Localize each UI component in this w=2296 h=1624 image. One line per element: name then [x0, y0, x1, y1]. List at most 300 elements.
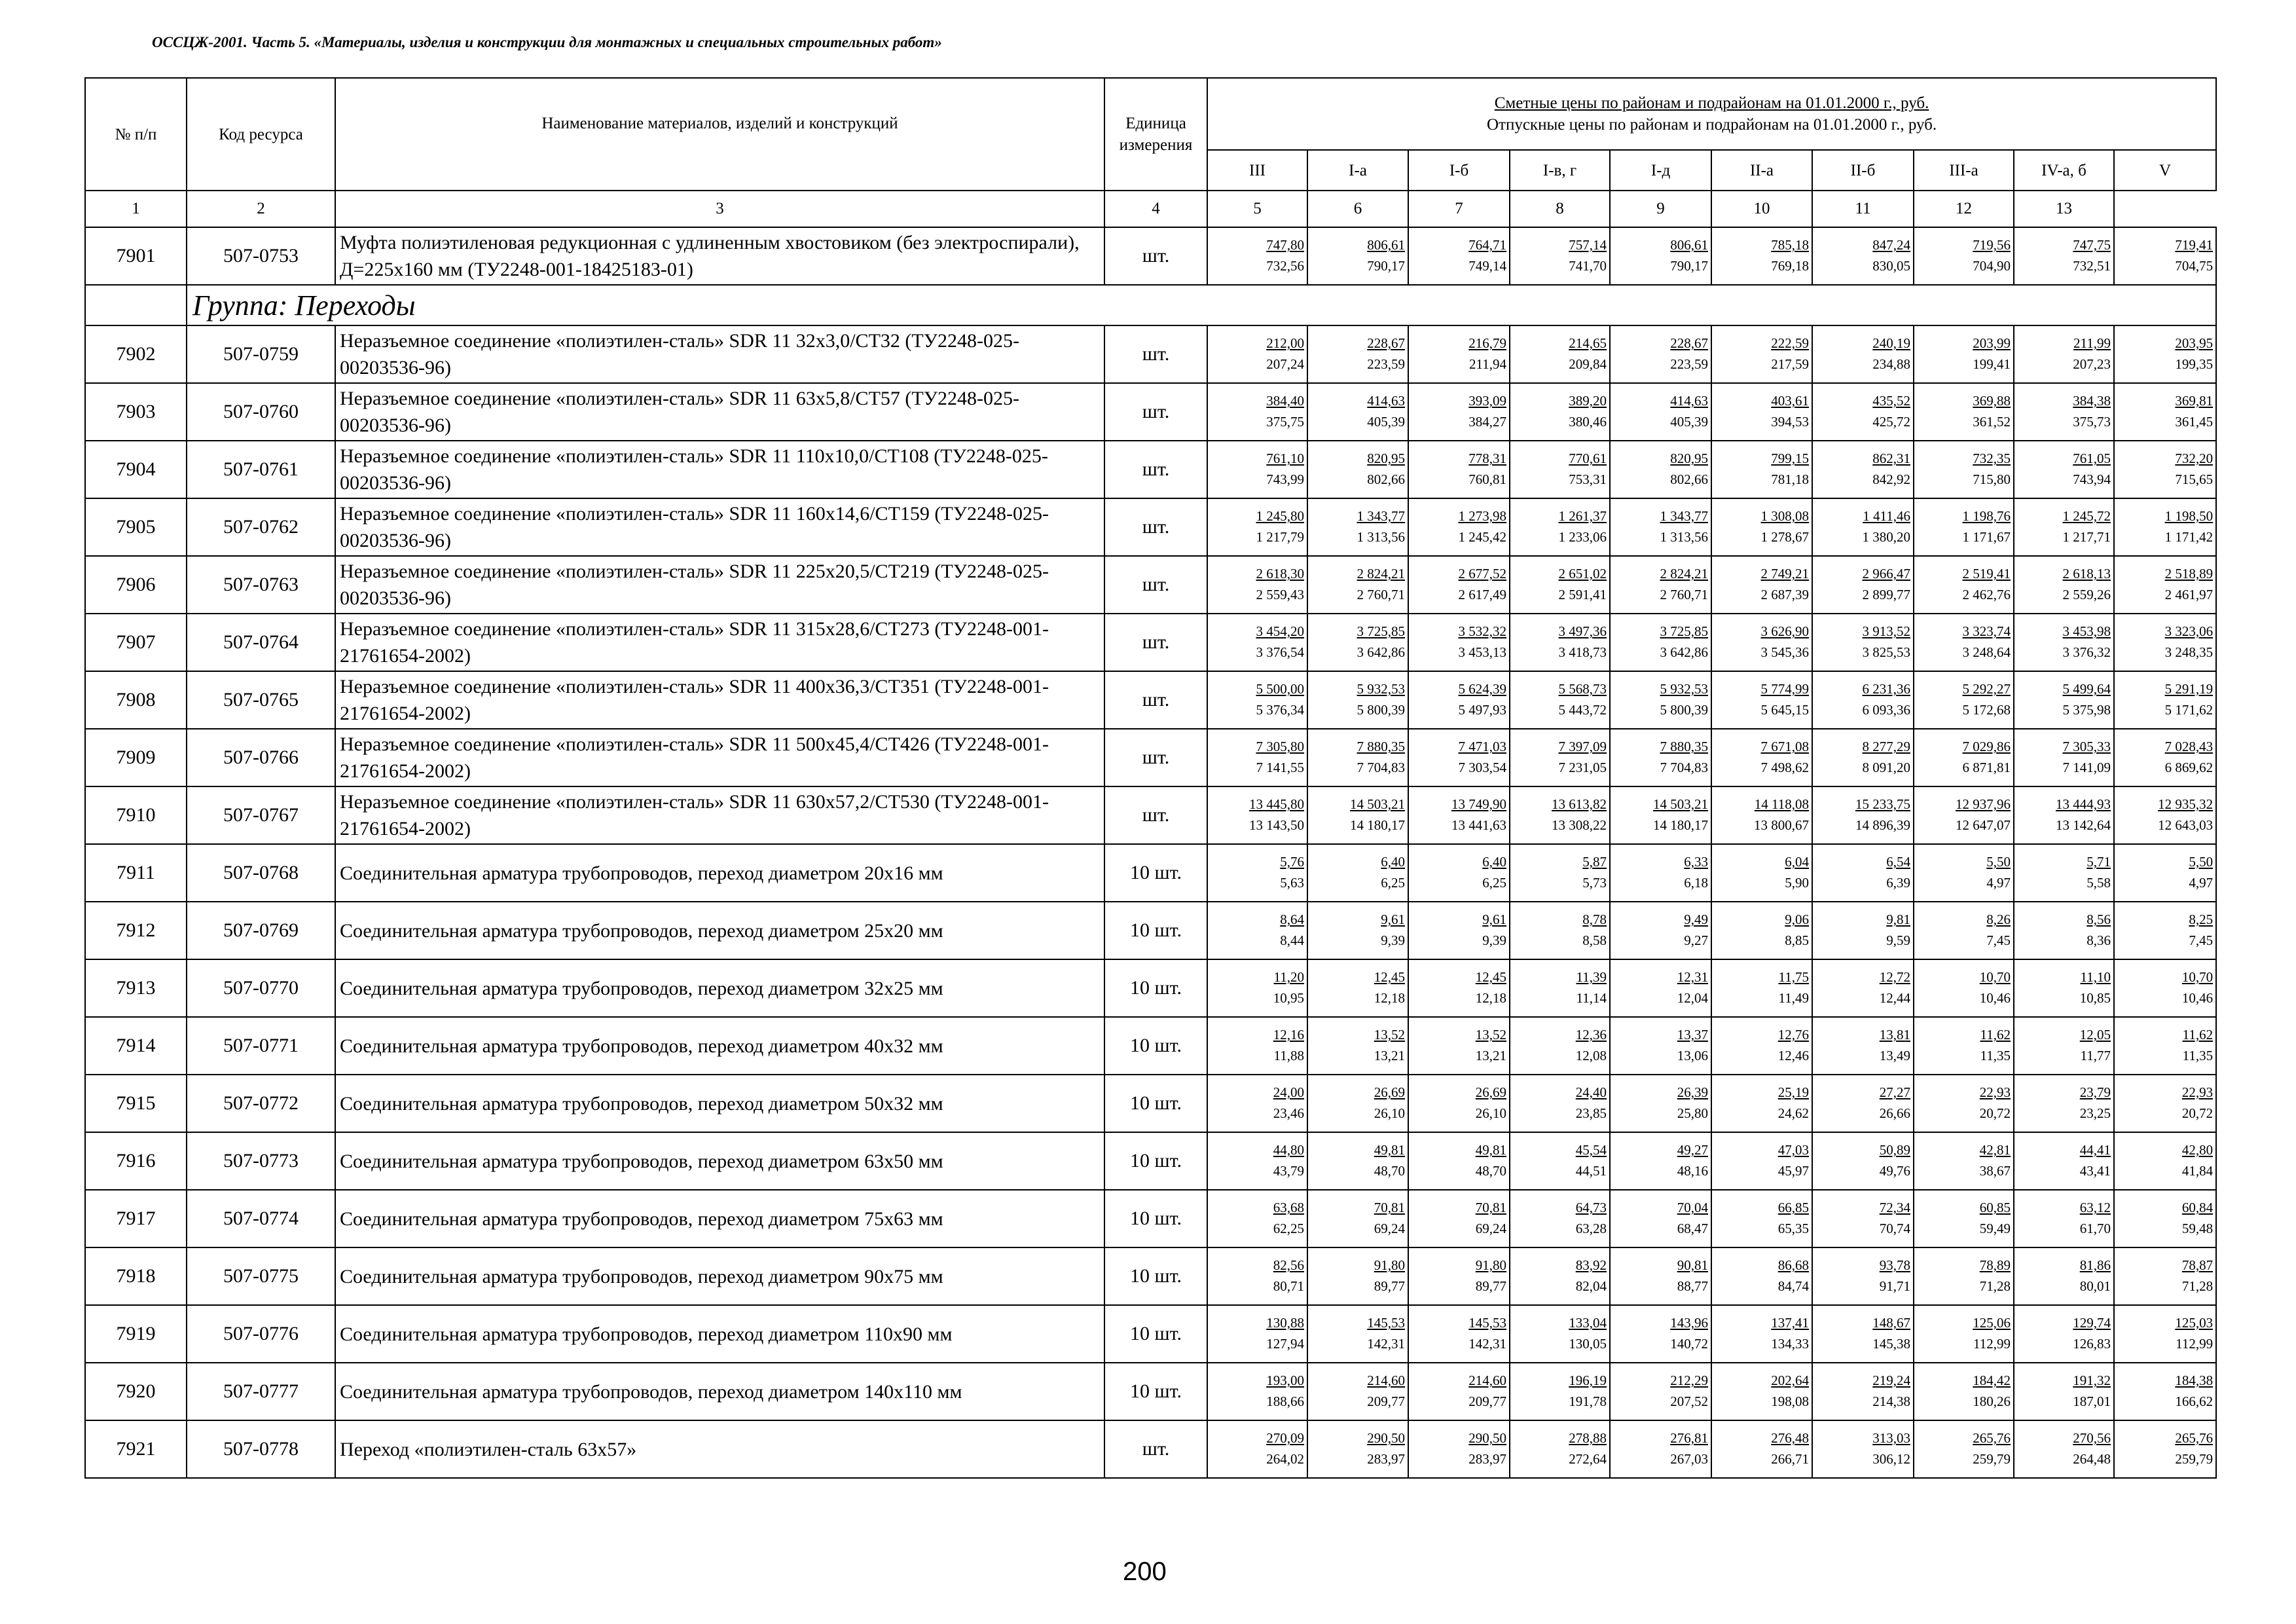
release-price: 715,80	[1973, 471, 2011, 487]
release-price: 2 461,97	[2164, 587, 2214, 602]
price-cell	[1510, 556, 1610, 614]
release-price: 80,71	[1273, 1278, 1304, 1294]
estimate-price: 290,50	[1468, 1430, 1506, 1446]
release-price: 11,77	[2080, 1048, 2111, 1063]
table-row	[85, 227, 2216, 285]
resource-code: 507-0771	[187, 1017, 335, 1075]
table-row	[85, 1363, 2216, 1420]
column-number: 9	[1610, 191, 1711, 227]
release-price: 207,23	[2073, 356, 2111, 372]
group-spacer	[85, 285, 187, 325]
release-price: 88,77	[1677, 1278, 1708, 1294]
unit: шт.	[1104, 556, 1207, 614]
release-price: 361,45	[2175, 414, 2214, 430]
release-price: 13,21	[1475, 1048, 1506, 1063]
release-price: 7,45	[2189, 932, 2214, 948]
price-cell	[2114, 959, 2216, 1017]
release-price: 6,25	[1381, 875, 1405, 891]
estimate-price: 1 198,50	[2164, 508, 2214, 524]
estimate-price: 12,45	[1374, 969, 1405, 985]
price-cell	[1914, 1247, 2014, 1305]
estimate-price: 276,81	[1670, 1430, 1708, 1446]
price-cell	[1711, 729, 1812, 786]
region-header: I-д	[1610, 150, 1711, 191]
release-price: 12,18	[1475, 990, 1506, 1006]
estimate-price: 278,88	[1569, 1430, 1607, 1446]
estimate-price: 2 966,47	[1862, 566, 1910, 581]
row-number: 7919	[85, 1305, 187, 1363]
release-price: 14 180,17	[1653, 817, 1708, 833]
price-cell	[1812, 1363, 1914, 1420]
estimate-price: 1 245,72	[2062, 508, 2111, 524]
release-price: 112,99	[1973, 1336, 2011, 1352]
estimate-price: 49,81	[1475, 1142, 1506, 1158]
price-cell	[1307, 844, 1408, 902]
release-price: 13 143,50	[1249, 817, 1304, 833]
release-price: 1 217,79	[1256, 529, 1304, 545]
release-price: 2 760,71	[1357, 587, 1405, 602]
estimate-price: 86,68	[1777, 1257, 1809, 1273]
release-price: 10,95	[1273, 990, 1304, 1006]
unit: 10 шт.	[1104, 844, 1207, 902]
table-row	[85, 556, 2216, 614]
column-number: 8	[1510, 191, 1610, 227]
estimate-price: 3 323,06	[2164, 623, 2214, 639]
release-price: 188,66	[1266, 1393, 1304, 1409]
price-cell	[1914, 325, 2014, 383]
price-cell	[1307, 786, 1408, 844]
unit: 10 шт.	[1104, 1247, 1207, 1305]
estimate-price: 403,61	[1771, 393, 1809, 409]
price-cell	[1812, 1132, 1914, 1190]
estimate-price: 7 305,33	[2062, 739, 2111, 754]
release-price: 3 376,32	[2062, 644, 2111, 660]
price-cell	[2014, 902, 2114, 959]
price-cell	[1207, 1075, 1307, 1132]
release-price: 187,01	[2073, 1393, 2111, 1409]
release-price: 8 091,20	[1862, 760, 1910, 775]
release-price: 14 896,39	[1855, 817, 1910, 833]
estimate-price: 93,78	[1879, 1257, 1910, 1273]
release-price: 13 308,22	[1552, 817, 1607, 833]
release-price: 82,04	[1575, 1278, 1607, 1294]
release-price: 217,59	[1771, 356, 1809, 372]
header-unit: Единица измерения	[1104, 78, 1207, 191]
release-price: 5 376,34	[1256, 702, 1304, 718]
estimate-price: 265,76	[2175, 1430, 2214, 1446]
estimate-price: 214,65	[1569, 335, 1607, 351]
price-cell	[1610, 729, 1711, 786]
estimate-price: 414,63	[1670, 393, 1708, 409]
estimate-price: 219,24	[1872, 1373, 1910, 1388]
price-cell	[1812, 1017, 1914, 1075]
price-cell	[1914, 498, 2014, 556]
table-row	[85, 671, 2216, 729]
price-cell	[1812, 671, 1914, 729]
estimate-price: 770,61	[1569, 451, 1607, 466]
region-header: V	[2114, 150, 2216, 191]
estimate-price: 7 029,86	[1962, 739, 2011, 754]
price-cell	[1408, 786, 1510, 844]
release-price: 715,65	[2175, 471, 2214, 487]
unit: шт.	[1104, 498, 1207, 556]
release-price: 3 642,86	[1660, 644, 1708, 660]
price-cell	[1914, 1420, 2014, 1478]
release-price: 5 443,72	[1558, 702, 1607, 718]
table-row	[85, 1075, 2216, 1132]
estimate-price: 13 444,93	[2056, 796, 2111, 812]
unit: 10 шт.	[1104, 1075, 1207, 1132]
price-cell	[1510, 1132, 1610, 1190]
price-cell	[1812, 1420, 1914, 1478]
release-price: 89,77	[1475, 1278, 1506, 1294]
price-cell	[1408, 1420, 1510, 1478]
price-cell	[1914, 1190, 2014, 1247]
header-num: № п/п	[85, 78, 187, 191]
price-cell	[1914, 902, 2014, 959]
region-header: I-а	[1307, 150, 1408, 191]
price-cell	[1510, 786, 1610, 844]
price-cell	[1812, 844, 1914, 902]
estimate-price: 8,56	[2086, 912, 2111, 927]
release-price: 142,31	[1468, 1336, 1506, 1352]
release-price: 425,72	[1872, 414, 1910, 430]
unit: 10 шт.	[1104, 1132, 1207, 1190]
release-price: 20,72	[1979, 1105, 2011, 1121]
release-price: 1 380,20	[1862, 529, 1910, 545]
price-cell	[2014, 614, 2114, 671]
release-price: 741,70	[1569, 258, 1607, 274]
estimate-price: 1 273,98	[1458, 508, 1506, 524]
item-name: Соединительная арматура трубопроводов, переход диаметром 75х63 мм	[335, 1190, 1104, 1247]
resource-code: 507-0763	[187, 556, 335, 614]
row-number: 7907	[85, 614, 187, 671]
price-cell	[1812, 786, 1914, 844]
price-cell	[1812, 1075, 1914, 1132]
resource-code: 507-0764	[187, 614, 335, 671]
estimate-price: 23,79	[2079, 1084, 2111, 1100]
release-price: 69,24	[1475, 1221, 1506, 1236]
estimate-price: 9,49	[1684, 912, 1708, 927]
unit: шт.	[1104, 614, 1207, 671]
release-price: 732,56	[1266, 258, 1304, 274]
release-price: 3 642,86	[1357, 644, 1405, 660]
unit: 10 шт.	[1104, 902, 1207, 959]
estimate-price: 91,80	[1374, 1257, 1405, 1273]
release-price: 65,35	[1777, 1221, 1809, 1236]
release-price: 62,25	[1273, 1221, 1304, 1236]
price-cell	[1510, 614, 1610, 671]
price-cell	[1711, 325, 1812, 383]
release-price: 166,62	[2175, 1393, 2214, 1409]
estimate-price: 63,12	[2079, 1200, 2111, 1215]
estimate-price: 369,88	[1973, 393, 2011, 409]
estimate-price: 2 618,30	[1256, 566, 1304, 581]
estimate-price: 8,64	[1280, 912, 1304, 927]
price-cell	[1408, 844, 1510, 902]
estimate-price: 10,70	[1979, 969, 2011, 985]
release-price: 7 498,62	[1760, 760, 1809, 775]
release-price: 20,72	[2181, 1105, 2214, 1121]
release-price: 5 172,68	[1962, 702, 2011, 718]
release-price: 134,33	[1771, 1336, 1809, 1352]
price-cell	[2014, 556, 2114, 614]
price-cell	[1914, 227, 2014, 285]
estimate-price: 7 880,35	[1660, 739, 1708, 754]
release-price: 264,02	[1266, 1451, 1304, 1467]
release-price: 8,44	[1280, 932, 1304, 948]
price-cell	[2014, 729, 2114, 786]
release-price: 5,63	[1280, 875, 1304, 891]
price-cell	[1408, 1017, 1510, 1075]
estimate-price: 6 231,36	[1862, 681, 1910, 697]
column-number: 10	[1711, 191, 1812, 227]
estimate-price: 761,05	[2073, 451, 2111, 466]
release-price: 5 800,39	[1357, 702, 1405, 718]
estimate-price: 12,76	[1777, 1027, 1809, 1043]
item-name: Неразъемное соединение «полиэтилен-сталь» SDR 11 110х10,0/СТ108 (ТУ2248-025-00203536-96)	[335, 441, 1104, 498]
estimate-price: 12,45	[1475, 969, 1506, 985]
price-cell	[1307, 729, 1408, 786]
release-price: 9,39	[1381, 932, 1405, 948]
resource-code: 507-0767	[187, 786, 335, 844]
resource-code: 507-0760	[187, 383, 335, 441]
estimate-price: 5,71	[2086, 854, 2111, 870]
estimate-price: 2 749,21	[1760, 566, 1809, 581]
estimate-price: 129,74	[2073, 1315, 2111, 1331]
resource-code: 507-0773	[187, 1132, 335, 1190]
release-price: 4,97	[2189, 875, 2214, 891]
release-price: 4,97	[1986, 875, 2011, 891]
estimate-price: 11,75	[1778, 969, 1809, 985]
estimate-price: 12 935,32	[2158, 796, 2214, 812]
estimate-price: 42,80	[2181, 1142, 2214, 1158]
price-cell	[2114, 729, 2216, 786]
release-price: 6 093,36	[1862, 702, 1910, 718]
row-number: 7912	[85, 902, 187, 959]
price-cell	[1610, 227, 1711, 285]
price-cell	[1207, 1247, 1307, 1305]
price-cell	[1307, 383, 1408, 441]
release-price: 7 231,05	[1558, 760, 1607, 775]
estimate-price: 82,56	[1273, 1257, 1304, 1273]
price-cell	[1207, 786, 1307, 844]
price-cell	[2014, 325, 2114, 383]
estimate-price: 862,31	[1872, 451, 1910, 466]
price-cell	[1812, 1305, 1914, 1363]
estimate-price: 11,10	[2080, 969, 2111, 985]
price-cell	[1711, 671, 1812, 729]
estimate-price: 1 308,08	[1760, 508, 1809, 524]
release-price: 380,46	[1569, 414, 1607, 430]
row-number: 7901	[85, 227, 187, 285]
estimate-price: 184,42	[1973, 1373, 2011, 1388]
resource-code: 507-0769	[187, 902, 335, 959]
price-cell	[1408, 1363, 1510, 1420]
item-name: Соединительная арматура трубопроводов, переход диаметром 32х25 мм	[335, 959, 1104, 1017]
estimate-price: 3 725,85	[1357, 623, 1405, 639]
release-price: 70,74	[1879, 1221, 1910, 1236]
release-price: 25,80	[1677, 1105, 1708, 1121]
price-cell	[2114, 1190, 2216, 1247]
estimate-price: 12,16	[1273, 1027, 1304, 1043]
release-price: 112,99	[2176, 1336, 2214, 1352]
release-price: 405,39	[1670, 414, 1708, 430]
price-cell	[1307, 1247, 1408, 1305]
release-price: 5 375,98	[2062, 702, 2111, 718]
price-cell	[1914, 1132, 2014, 1190]
release-price: 842,92	[1872, 471, 1910, 487]
release-price: 12,46	[1777, 1048, 1809, 1063]
release-price: 790,17	[1670, 258, 1708, 274]
item-name: Неразъемное соединение «полиэтилен-сталь» SDR 11 500х45,4/СТ426 (ТУ2248-001-21761654-2002)	[335, 729, 1104, 786]
estimate-price: 13,52	[1374, 1027, 1405, 1043]
release-price: 207,24	[1266, 356, 1304, 372]
row-number: 7909	[85, 729, 187, 786]
unit: шт.	[1104, 325, 1207, 383]
estimate-price: 70,81	[1374, 1200, 1405, 1215]
release-price: 3 825,53	[1862, 644, 1910, 660]
row-number: 7920	[85, 1363, 187, 1420]
price-cell	[2114, 844, 2216, 902]
price-cell	[1510, 498, 1610, 556]
estimate-price: 78,89	[1979, 1257, 2011, 1273]
header-code: Код ресурса	[187, 78, 335, 191]
estimate-price: 125,03	[2175, 1315, 2214, 1331]
estimate-price: 761,10	[1266, 451, 1304, 466]
release-price: 26,66	[1879, 1105, 1910, 1121]
estimate-price: 5,50	[1986, 854, 2011, 870]
price-cell	[1207, 959, 1307, 1017]
item-name: Неразъемное соединение «полиэтилен-сталь» SDR 11 32х3,0/СТ32 (ТУ2248-025-00203536-96)	[335, 325, 1104, 383]
estimate-price: 66,85	[1777, 1200, 1809, 1215]
estimate-price: 12,05	[2079, 1027, 2111, 1043]
price-cell	[1207, 1305, 1307, 1363]
release-price: 5 497,93	[1458, 702, 1506, 718]
release-price: 68,47	[1677, 1221, 1708, 1236]
price-cell	[1711, 844, 1812, 902]
release-price: 5,58	[2086, 875, 2111, 891]
price-cell	[1207, 1420, 1307, 1478]
release-price: 10,46	[1979, 990, 2011, 1006]
estimate-price: 24,00	[1273, 1084, 1304, 1100]
column-number: 13	[2014, 191, 2114, 227]
price-cell	[1914, 729, 2014, 786]
resource-code: 507-0753	[187, 227, 335, 285]
release-price: 43,41	[2079, 1163, 2111, 1179]
price-cell	[1510, 1075, 1610, 1132]
price-cell	[1914, 556, 2014, 614]
estimate-price: 6,54	[1886, 854, 1910, 870]
price-cell	[1307, 902, 1408, 959]
estimate-price: 5 932,53	[1357, 681, 1405, 697]
price-cell	[1610, 1305, 1711, 1363]
estimate-price: 389,20	[1569, 393, 1607, 409]
estimate-price: 72,34	[1879, 1200, 1910, 1215]
release-price: 361,52	[1973, 414, 2011, 430]
resource-code: 507-0777	[187, 1363, 335, 1420]
release-price: 306,12	[1872, 1451, 1910, 1467]
estimate-price: 820,95	[1670, 451, 1708, 466]
price-cell	[1510, 227, 1610, 285]
estimate-price: 24,40	[1575, 1084, 1607, 1100]
column-number: 3	[335, 191, 1104, 227]
release-price: 223,59	[1670, 356, 1708, 372]
estimate-price: 3 913,52	[1862, 623, 1910, 639]
column-number: 4	[1104, 191, 1207, 227]
table-row	[85, 786, 2216, 844]
price-cell	[1408, 1132, 1510, 1190]
table-row	[85, 498, 2216, 556]
price-cell	[1207, 498, 1307, 556]
price-cell	[2014, 227, 2114, 285]
release-price: 272,64	[1569, 1451, 1607, 1467]
price-cell	[1711, 1305, 1812, 1363]
release-price: 3 248,64	[1962, 644, 2011, 660]
column-number: 2	[187, 191, 335, 227]
estimate-price: 25,19	[1777, 1084, 1809, 1100]
price-cell	[1307, 1075, 1408, 1132]
estimate-price: 2 519,41	[1962, 566, 2011, 581]
release-price: 13 800,67	[1754, 817, 1809, 833]
release-price: 1 233,06	[1558, 529, 1607, 545]
price-table	[84, 77, 2217, 1479]
price-cell	[1711, 227, 1812, 285]
estimate-price: 12,72	[1879, 969, 1910, 985]
price-cell	[1812, 441, 1914, 498]
release-price: 259,79	[1973, 1451, 2011, 1467]
price-cell	[1307, 959, 1408, 1017]
estimate-price: 732,20	[2175, 451, 2214, 466]
release-price: 7,45	[1986, 932, 2011, 948]
estimate-price: 2 824,21	[1660, 566, 1708, 581]
unit: 10 шт.	[1104, 959, 1207, 1017]
item-name: Соединительная арматура трубопроводов, переход диаметром 50х32 мм	[335, 1075, 1104, 1132]
estimate-price: 5 932,53	[1660, 681, 1708, 697]
release-price: 71,28	[2181, 1278, 2214, 1294]
price-cell	[1711, 1420, 1812, 1478]
estimate-price: 847,24	[1872, 237, 1910, 253]
price-cell	[1610, 1075, 1711, 1132]
price-cell	[2114, 556, 2216, 614]
price-cell	[2114, 383, 2216, 441]
estimate-price: 184,38	[2175, 1373, 2214, 1388]
row-number: 7913	[85, 959, 187, 1017]
release-price: 13 441,63	[1451, 817, 1506, 833]
estimate-price: 414,63	[1367, 393, 1405, 409]
region-header: III	[1207, 150, 1307, 191]
release-price: 12,08	[1575, 1048, 1607, 1063]
estimate-price: 7 305,80	[1256, 739, 1304, 754]
release-price: 145,38	[1872, 1336, 1910, 1352]
estimate-price: 196,19	[1569, 1373, 1607, 1388]
price-cell	[2114, 1075, 2216, 1132]
unit: шт.	[1104, 671, 1207, 729]
price-cell	[1510, 1305, 1610, 1363]
price-cell	[1307, 1017, 1408, 1075]
price-cell	[2114, 1017, 2216, 1075]
estimate-price: 747,80	[1266, 237, 1304, 253]
price-cell	[1812, 227, 1914, 285]
estimate-price: 747,75	[2073, 237, 2111, 253]
table-row	[85, 1017, 2216, 1075]
price-cell	[1812, 1190, 1914, 1247]
estimate-price: 11,62	[2182, 1027, 2214, 1043]
estimate-price: 7 028,43	[2164, 739, 2214, 754]
estimate-price: 145,53	[1367, 1315, 1405, 1331]
estimate-price: 9,81	[1886, 912, 1910, 927]
estimate-price: 81,86	[2079, 1257, 2111, 1273]
